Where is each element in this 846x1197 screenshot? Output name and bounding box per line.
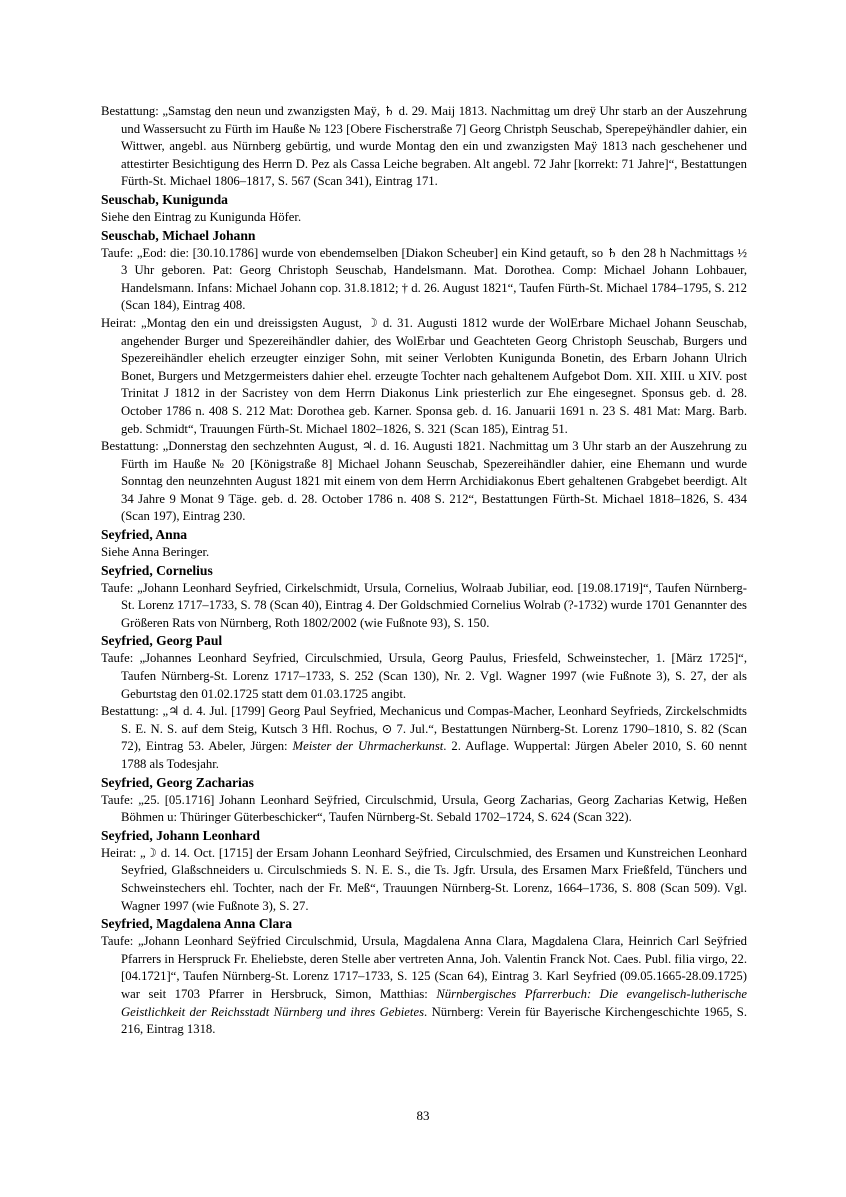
entry-taufe-cornelius: Taufe: „Johann Leonhard Seyfried, Cirkelschmidt, Ursula, Cornelius, Wolraab Jubiliar, eod. [19.08.1719]“, Taufen Nürnberg-St. Lorenz 1717–1733, S. 78 (Scan 40), Eintrag 4. Der Goldschmied Cornelius Wolrab (?-1732) wurde 1701 Genannter des Größeren Rats von Nürnberg, Roth 1802/2002 (wie Fußnote 93), S. 150. <box>101 580 747 630</box>
heading-seyfried-johann-leonhard: Seyfried, Johann Leonhard <box>101 827 260 843</box>
entry-taufe-magdalena: Taufe: „Johann Leonhard Seÿfried Circulschmid, Ursula, Magdalena Anna Clara, Magdalena Clara, Heinrich Carl Seÿfried Pfarrers in Herspruck Fr. Eheliebste, deren Stelle aber vertreten Anna, Joh. Valentin Franck Not. Caes. Publ. filia virgo, 22.[04.1721]“, Taufen Nürnberg-St. Lorenz 1717–1733, S. 125 (Scan 64), Eintrag 3. Karl Seyfried (09.05.1665-28.09.1725) war seit 1703 Pfarrer in Hersbruck, Simon, Matthias: Nürnbergisches Pfarrerbuch: Die evangelisch-lutherische Geistlichkeit der Reichsstadt Nürnberg und ihres Gebietes. Nürnberg: Verein für Bayerische Kirchengeschichte 1965, S. 216, Eintrag 1318. <box>101 934 747 1037</box>
book-title-italic: Meister der Uhrmacherkunst <box>292 739 444 754</box>
heading-seyfried-magdalena: Seyfried, Magdalena Anna Clara <box>101 916 293 932</box>
heading-seuschab-kunigunda: Seuschab, Kunigunda <box>101 191 228 207</box>
heading-seyfried-anna: Seyfried, Anna <box>101 527 188 543</box>
entries <box>101 103 747 1039</box>
entry-heirat-johann-leonhard: Heirat: „☽ d. 14. Oct. [1715] der Ersam Johann Leonhard Seÿfried, Circulschmied, des Ersamen und Kunstreichen Leonhard Seyfried, Glaßschneiders u. Circulschmieds S. N. E. S., die Ts. Jgfr. Ursula, des Ersamen Marx Frießfeld, Tünchers und Schweinstechers ehl. Tochter, nach der Fr. Meß“, Trauungen Nürnberg-St. Lorenz, 1664–1736, S. 808 (Scan 509). Vgl. Wagner 1997 (wie Fußnote 3), S. 27. <box>101 845 747 913</box>
heading-seyfried-cornelius: Seyfried, Cornelius <box>101 562 213 578</box>
heading-seuschab-michael-johann: Seuschab, Michael Johann <box>101 227 256 243</box>
entry-bestattung-michael-johann: Bestattung: „Donnerstag den sechzehnten August, ♃. d. 16. Augusti 1821. Nachmittag um 3 Uhr starb an der Auszehrung zu Fürth im Hauße № 20 [Königstraße 8] Michael Johann Seuschab, Spezereihändler dahier, eine Ehemann und wurde Sonntag den neunzehnten August 1821 mit einem von dem Herrn Archidiakonus Ebert gehaltenen Grabgebet beerdigt. Alt 34 Jahre 9 Monat 9 Täge. geb. d. 28. October 1786 n. 408 S. 212“, Bestattungen Fürth-St. Michael 1818–1826, S. 434 (Scan 197), Eintrag 230. <box>101 439 747 524</box>
entry-taufe-michael-johann: Taufe: „Eod: die: [30.10.1786] wurde von ebendemselben [Diakon Scheuber] ein Kind getauft, so ♄ den 28 h Nachmittags ½ 3 Uhr geboren. Pat: Georg Christoph Seuschab, Handelsmann. Mat. Dorothea. Comp: Michael Johann Lohbauer, Handelsmann. Infans: Michael Johann cop. 31.8.1812; † d. 26. August 1821“, Taufen Fürth-St. Michael 1784–1795, S. 212 (Scan 184), Eintrag 408. <box>101 245 747 313</box>
book-title-italic: Nürnbergisches Pfarrerbuch: Die evangelisch-lutherische Geistlichkeit der Reichsstadt Nürnberg und ihres Gebietes <box>121 986 747 1019</box>
see-also-kunigunda: Siehe den Eintrag zu Kunigunda Höfer. <box>101 209 302 224</box>
heading-seyfried-georg-paul: Seyfried, Georg Paul <box>101 633 223 649</box>
entry-heirat-michael-johann: Heirat: „Montag den ein und dreissigsten August, ☽ d. 31. Augusti 1812 wurde der WolErbare Michael Johann Seuschab, angehender Burger und Spezereihändler dahier, des WolErbar und Geachteten Georg Christoph Seuschab, Burgers und Spezereihändler ehelich erzeugter einziger Sohn, mit seiner Verlobten Kunigunda Bonetin, des Erbarn Johann Ulrich Bonet, Burgers und Metzgermeisters dahier ehel. erzeugte Tochter nach gehaltenem Aufgebot Dom. XII. XIII. u XIV. post Trinitat J 1812 in der Sacristey von dem Herrn Diakonus Link priesterlich zur Ehe eingesegnet. Sponsus geb. d. 28. October 1786 n. 408 S. 212 Mat: Dorothea geb. Karner. Sponsa geb. d. 16. Januarii 1691 n. 23 S. 481 Mat: Marg. Barb. geb. Schmidt“, Trauungen Fürth-St. Michael 1802–1826, S. 321 (Scan 185), Eintrag 51. <box>101 315 747 436</box>
entry-bestattung-georg-paul: Bestattung: „♃ d. 4. Jul. [1799] Georg Paul Seyfried, Mechanicus und Compas-Macher, Leonhard Seyfrieds, Zirckelschmidts S. E. N. S. auf dem Steig, Kutsch 3 Hfl. Rochus, ⊙ 7. Jul.“, Bestattungen Nürnberg-St. Lorenz 1790–1810, S. 82 (Scan 72), Eintrag 53. Abeler, Jürgen: Meister der Uhrmacherkunst. 2. Auflage. Wuppertal: Jürgen Abeler 2010, S. 60 nennt 1788 als Todesjahr. <box>101 704 748 771</box>
entry-taufe-georg-zacharias: Taufe: „25. [05.1716] Johann Leonhard Seÿfried, Circulschmid, Ursula, Georg Zacharias, Georg Zacharias Ketwig, Heßen Böhmen u: Thüringer Güterbeschicker“, Taufen Nürnberg-St. Sebald 1702–1724, S. 624 (Scan 322). <box>101 792 747 825</box>
see-also-anna: Siehe Anna Beringer. <box>101 545 210 560</box>
heading-seyfried-georg-zacharias: Seyfried, Georg Zacharias <box>101 774 254 790</box>
page-number: 83 <box>416 1108 430 1123</box>
entry-taufe-georg-paul: Taufe: „Johannes Leonhard Seyfried, Circulschmied, Ursula, Georg Paulus, Friesfeld, Schweinstecher, 1. [März 1725]“, Taufen Nürnberg-St. Lorenz 1717–1733, S. 252 (Scan 130), Nr. 2. Vgl. Wagner 1997 (wie Fußnote 3), S. 27, der als Geburtstag den 01.02.1725 statt dem 01.03.1725 angibt. <box>101 651 747 701</box>
entry-bestattung-georg-christph: Bestattung: „Samstag den neun und zwanzigsten Maÿ, ♄ d. 29. Maij 1813. Nachmittag um dreÿ Uhr starb an der Auszehrung und Wassersucht zu Fürth im Hauße № 123 [Obere Fischerstraße 7] Georg Christph Seuschab, Spereреÿhändler dahier, ein Wittwer, angebl. aus Nürnberg gebürtig, und wurde Montag den ein und zwanzigsten Maÿ 1813 nach geschehener und attestirter Besichtigung des Herrn D. Pez als Cassa Leiche begraben. Alt angebl. 72 Jahr [korrekt: 71 Jahre]“, Bestattungen Fürth-St. Michael 1806–1817, S. 567 (Scan 341), Eintrag 171. <box>101 104 748 189</box>
page-body <box>101 103 747 1039</box>
